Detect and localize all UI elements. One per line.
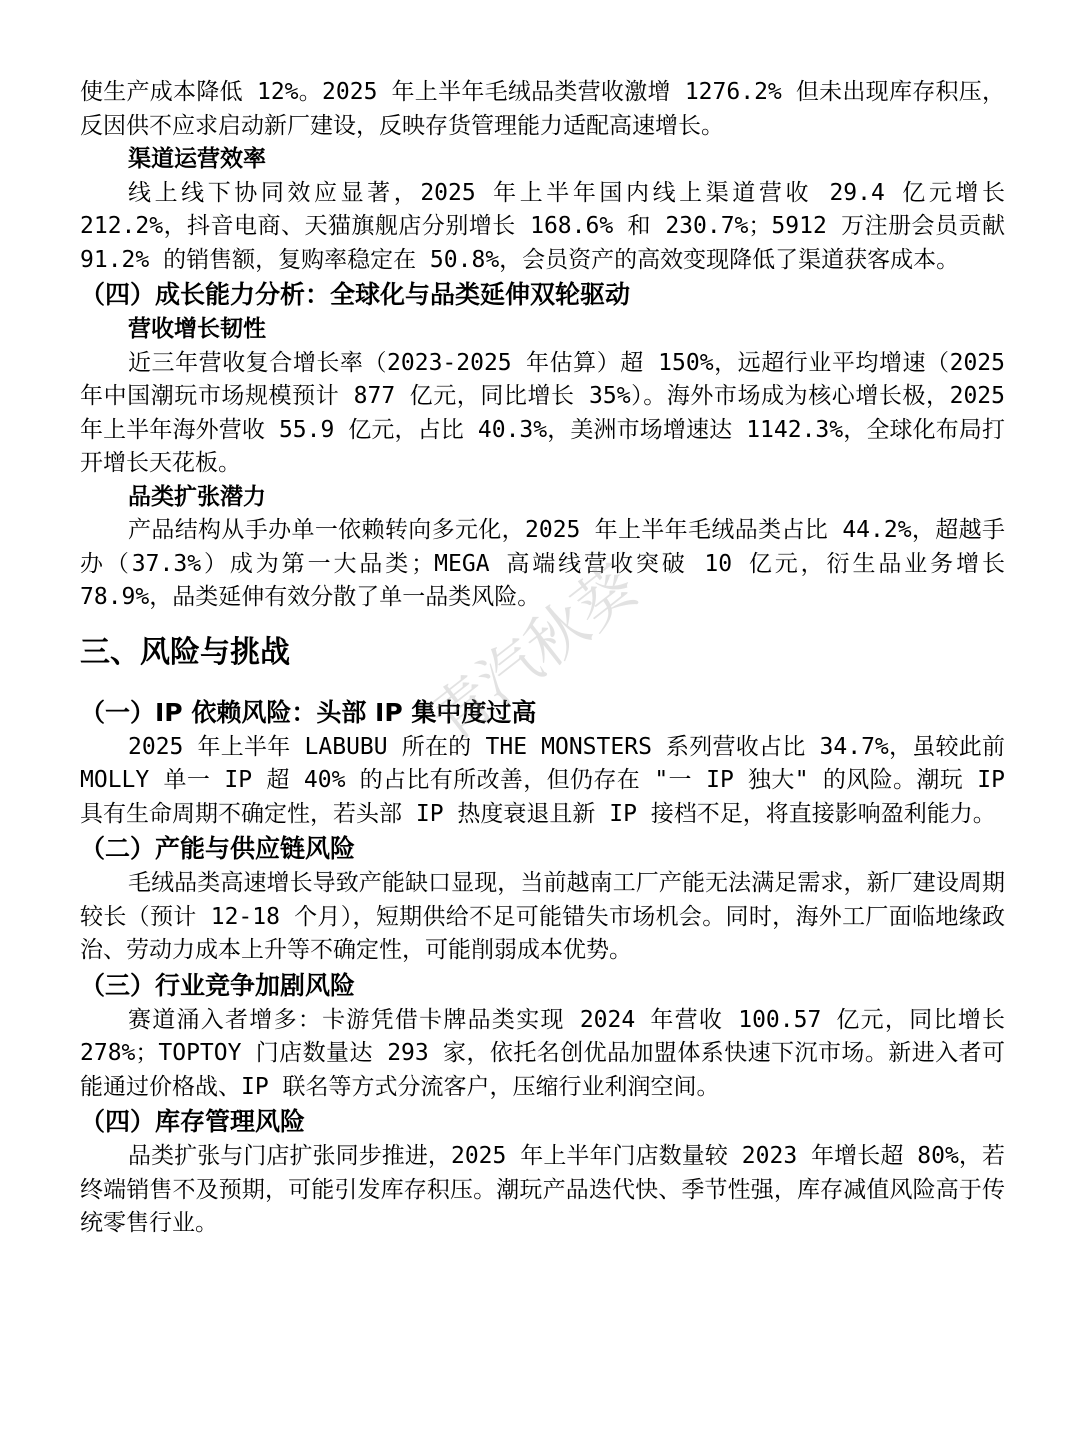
risk-competition-paragraph: 赛道涌入者增多：卡游凭借卡牌品类实现 2024 年营收 100.57 亿元，同比增长 278%；TOPTOY 门店数量达 293 家，依托名创优品加盟体系快速下沉市场。新进入者可能通过价格战、IP 联名等方式分流客户，压缩行业利润空间。 (80, 1006, 1005, 1100)
revenue-growth-paragraph: 近三年营收复合增长率（2023-2025 年估算）超 150%，远超行业平均增速（2025 年中国潮玩市场规模预计 877 亿元，同比增长 35%）。海外市场成为核心增长极，2025 年上半年海外营收 55.9 亿元，占比 40.3%，美洲市场增速达 1142.3%，全球化布局打开增长天花板。 (80, 349, 1005, 476)
watermark-text: 青汽秋葵 (418, 552, 651, 756)
continuation-paragraph: 使生产成本降低 12%。2025 年上半年毛绒品类营收激增 1276.2% 但未出现库存积压，反因供不应求启动新厂建设，反映存货管理能力适配高速增长。 (80, 79, 1005, 139)
risk-inventory-heading: （四）库存管理风险 (80, 1107, 306, 1136)
channel-efficiency-paragraph: 线上线下协同效应显著，2025 年上半年国内线上渠道营收 29.4 亿元增长 212.2%，抖音电商、天猫旗舰店分别增长 168.6% 和 230.7%；5912 万注册会员贡献 91.2% 的销售额，复购率稳定在 50.8%，会员资产的高效变现降低了渠道获客成本。 (80, 179, 1005, 273)
category-expansion-paragraph: 产品结构从手办单一依赖转向多元化，2025 年上半年毛绒品类占比 44.2%，超越手办（37.3%）成为第一大品类；MEGA 高端线营收突破 10 亿元，衍生品业务增长 78.9%，品类延伸有效分散了单一品类风险。 (80, 517, 1005, 610)
channel-efficiency-heading: 渠道运营效率 (128, 146, 266, 172)
category-expansion-heading: 品类扩张潜力 (128, 483, 266, 510)
risk-ip-heading: （一）IP 依赖风险：头部 IP 集中度过高 (80, 697, 537, 727)
risks-section-title: 三、风险与挑战 (80, 634, 290, 670)
risk-supply-paragraph: 毛绒品类高速增长导致产能缺口显现，当前越南工厂产能无法满足需求，新厂建设周期较长（预计 12-18 个月），短期供给不足可能错失市场机会。同时，海外工厂面临地缘政治、劳动力成本上升等不确定性，可能削弱成本优势。 (80, 870, 1005, 963)
risk-inventory-paragraph: 品类扩张与门店扩张同步推进，2025 年上半年门店数量较 2023 年增长超 80%，若终端销售不及预期，可能引发库存积压。潮玩产品迭代快、季节性强，库存减值风险高于传统零售行业。 (80, 1143, 1005, 1236)
revenue-growth-heading: 营收增长韧性 (128, 316, 266, 342)
growth-section-heading: （四）成长能力分析：全球化与品类延伸双轮驱动 (80, 280, 631, 309)
document-page (80, 76, 1005, 1241)
risk-ip-paragraph: 2025 年上半年 LABUBU 所在的 THE MONSTERS 系列营收占比 34.7%，虽较此前 MOLLY 单一 IP 超 40% 的占比有所改善，但仍存在 "一 IP 独大" 的风险。潮玩 IP 具有生命周期不确定性，若头部 IP 热度衰退且新 IP 接档不足，将直接影响盈利能力。 (80, 733, 1005, 827)
risk-supply-heading: （二）产能与供应链风险 (80, 834, 356, 863)
risk-competition-heading: （三）行业竞争加剧风险 (80, 970, 356, 1000)
